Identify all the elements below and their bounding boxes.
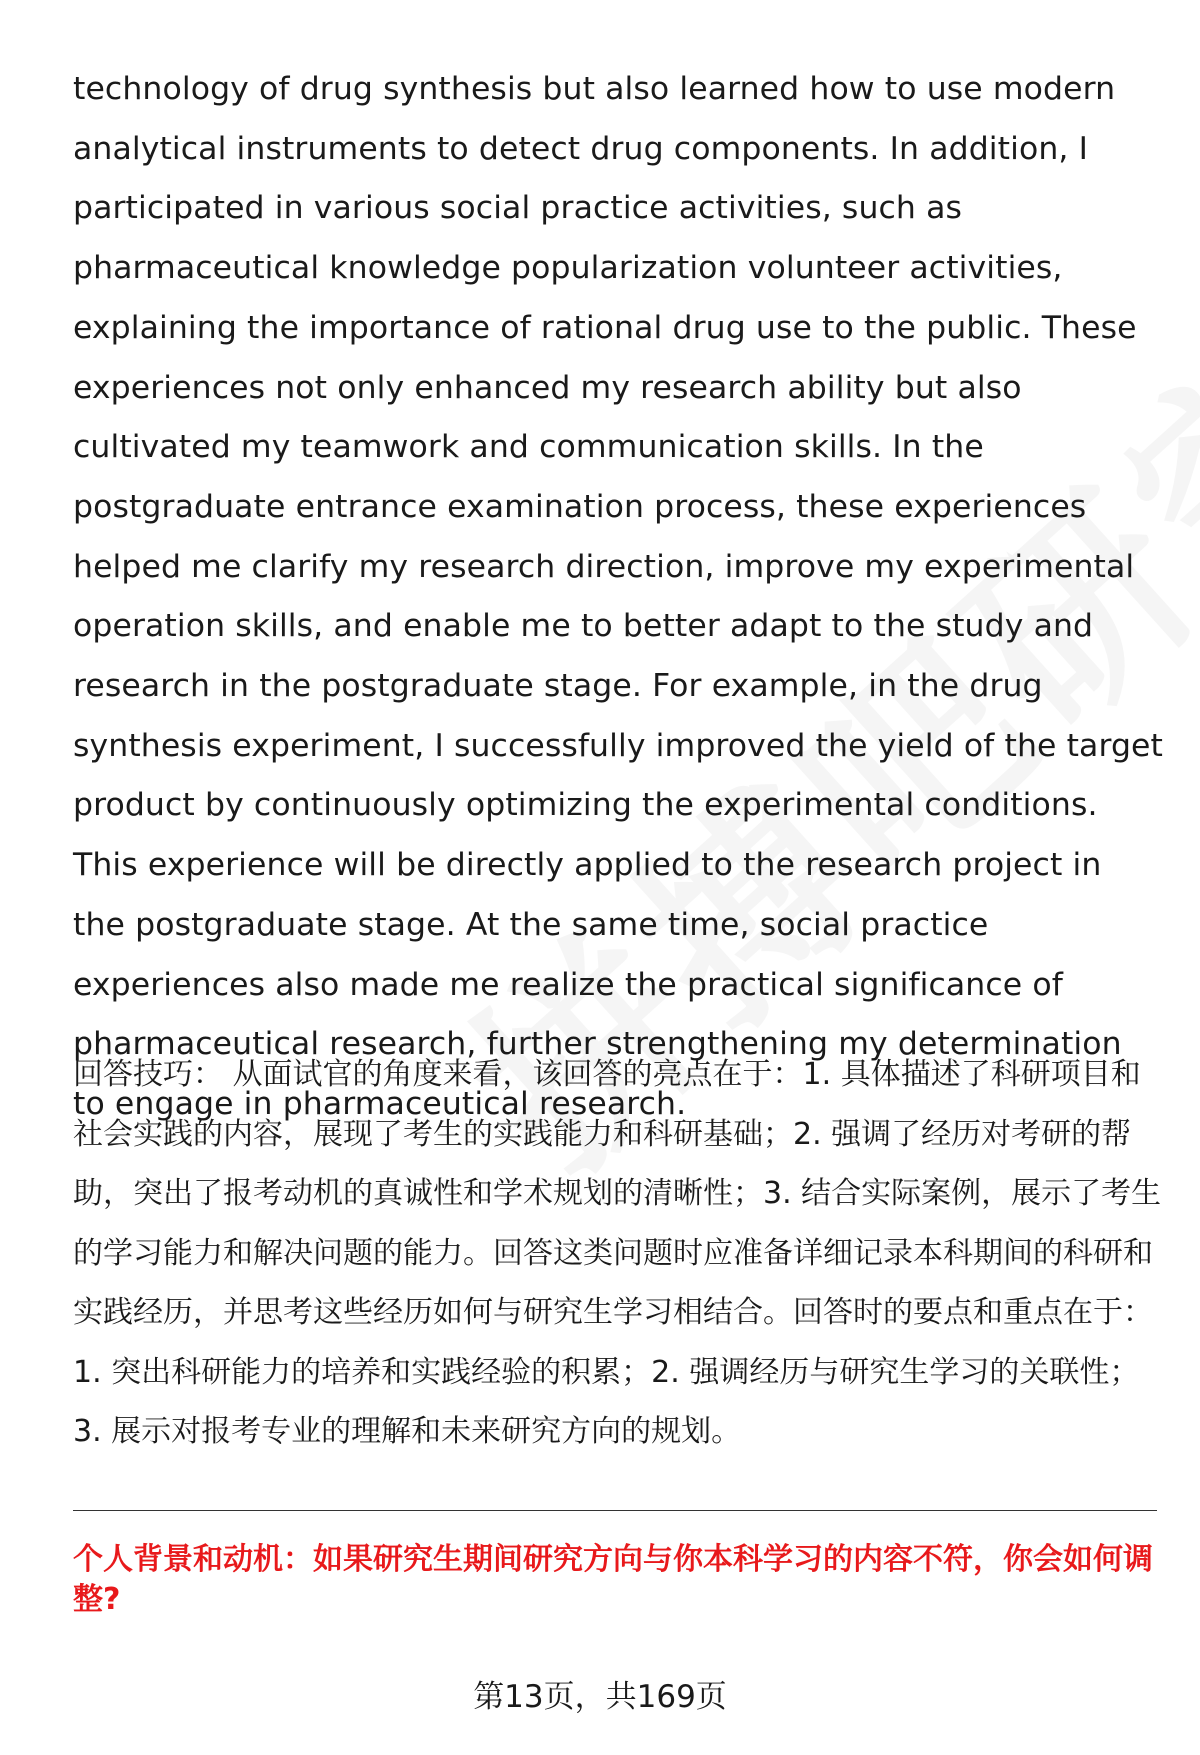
section-divider (73, 1510, 1157, 1511)
answer-tips-paragraph: 回答技巧： 从面试官的角度来看，该回答的亮点在于：1. 具体描述了科研项目和社会实践的内容，展现了考生的实践能力和科研基础；2. 强调了经历对考研的帮助，突出了报考动机的真诚性和学术规划的清晰性；3. 结合实际案例，展示了考生的学习能力和解决问题的能力。回答这类问题时应准备详细记录本科期间的科研和实践经历，并思考这些经历如何与研究生学习相结合。回答时的要点和重点在于：1. 突出科研能力的培养和实践经验的积累；2. 强调经历与研究生学习的关联性；3. 展示对报考专业的理解和未来研究方向的规划。 (73, 1057, 1162, 1449)
answer-paragraph: technology of drug synthesis but also learned how to use modern analytical instruments to detect drug components. In addition, I participated in various social practice activities, such as pharmaceutical knowledge popularization volunteer activities, explaining the importance of rational drug use to the public. These experiences not only enhanced my research ability but also cultivated my teamwork and communication skills. In the postgraduate entrance examination process, these experiences helped me clarify my research direction, improve my experimental operation skills, and enable me to better adapt to the study and research in the postgraduate stage. For example, in the drug synthesis experiment, I successfully improved the yield of the target product by continuously optimizing the experimental conditions. This experience will be directly applied to the research project in the postgraduate stage. At the same time, social practice experiences also made me realize the practical significance of pharmaceutical research, further strengthening my determination to engage in pharmaceutical research. (73, 71, 1163, 1122)
page-number-footer: 第13页，共169页 (473, 1679, 727, 1715)
next-question-heading: 个人背景和动机：如果研究生期间研究方向与你本科学习的内容不符，你会如何调整? (73, 1542, 1153, 1617)
